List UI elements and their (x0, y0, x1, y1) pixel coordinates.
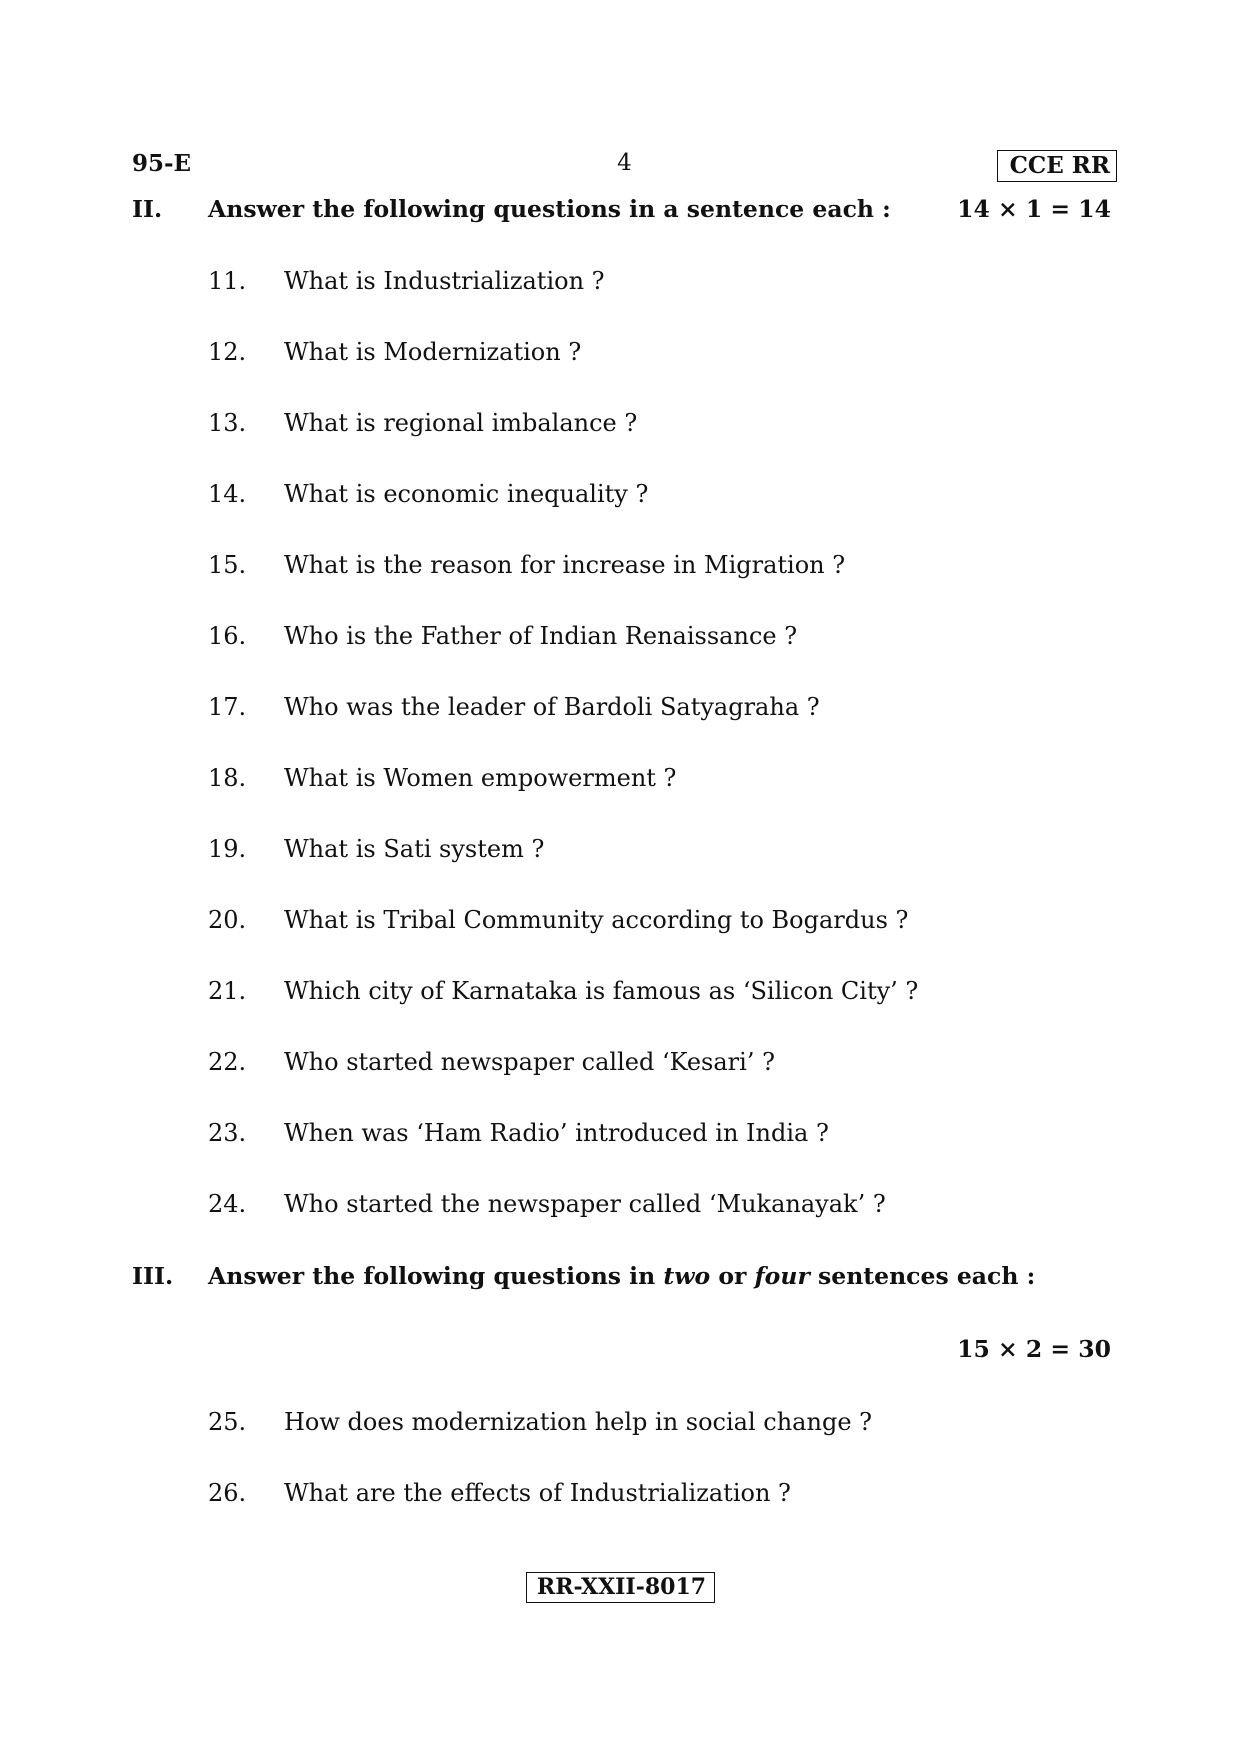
question-text: How does modernization help in social change ? (284, 1408, 873, 1436)
question-item (208, 1408, 872, 1436)
section-2-instruction: Answer the following questions in a sentence each : (208, 195, 891, 223)
instruction-emphasis: four (754, 1262, 810, 1290)
question-number: 19. (208, 835, 247, 863)
section-3-instruction (208, 1262, 1035, 1290)
question-text: What is Modernization ? (284, 338, 582, 366)
question-text: What is regional imbalance ? (284, 409, 638, 437)
instruction-text: sentences each : (809, 1262, 1036, 1290)
page-header (132, 150, 1117, 184)
question-number: 21. (208, 977, 247, 1005)
question-item (208, 906, 908, 934)
question-text: What is Tribal Community according to Bogardus ? (284, 906, 909, 934)
question-item (208, 1190, 886, 1218)
question-text: What is Sati system ? (284, 835, 545, 863)
question-number: 24. (208, 1190, 247, 1218)
question-number: 25. (208, 1408, 247, 1436)
question-item (208, 977, 918, 1005)
question-number: 26. (208, 1479, 247, 1507)
question-number: 14. (208, 480, 247, 508)
instruction-emphasis: two (663, 1262, 711, 1290)
question-item (208, 1119, 829, 1147)
page-number: 4 (617, 150, 632, 176)
section-3-number: III. (132, 1262, 174, 1290)
question-item (208, 764, 676, 792)
section-2-number: II. (132, 195, 163, 223)
question-item (208, 693, 820, 721)
question-item (208, 1479, 791, 1507)
instruction-text: or (710, 1262, 755, 1290)
scheme-code-box: CCE RR (997, 150, 1117, 182)
question-text: What is Women empowerment ? (284, 764, 677, 792)
question-number: 23. (208, 1119, 247, 1147)
question-number: 16. (208, 622, 247, 650)
question-item (208, 835, 544, 863)
question-number: 18. (208, 764, 247, 792)
question-number: 11. (208, 267, 247, 295)
question-text: Which city of Karnataka is famous as ‘Silicon City’ ? (284, 977, 919, 1005)
question-text: Who is the Father of Indian Renaissance ? (284, 622, 798, 650)
question-text: Who was the leader of Bardoli Satyagraha ? (284, 693, 820, 721)
question-item (208, 409, 637, 437)
section-3-marks: 15 × 2 = 30 (957, 1335, 1111, 1363)
question-number: 22. (208, 1048, 247, 1076)
instruction-text: Answer the following questions in (208, 1262, 664, 1290)
question-item (208, 622, 797, 650)
question-item (208, 338, 581, 366)
question-number: 13. (208, 409, 247, 437)
question-item (208, 1048, 775, 1076)
question-text: What is Industrialization ? (284, 267, 605, 295)
question-text: Who started the newspaper called ‘Mukanayak’ ? (284, 1190, 886, 1218)
question-text: What is the reason for increase in Migration ? (284, 551, 846, 579)
question-number: 12. (208, 338, 247, 366)
question-text: Who started newspaper called ‘Kesari’ ? (284, 1048, 775, 1076)
question-text: What are the effects of Industrialization ? (284, 1479, 791, 1507)
paper-code: 95-E (132, 150, 192, 177)
question-number: 20. (208, 906, 247, 934)
question-text: When was ‘Ham Radio’ introduced in India ? (284, 1119, 829, 1147)
page-footer (0, 1572, 1241, 1603)
question-item (208, 267, 605, 295)
question-item (208, 551, 845, 579)
question-text: What is economic inequality ? (284, 480, 649, 508)
question-number: 15. (208, 551, 247, 579)
paper-serial-code: RR-XXII-8017 (526, 1572, 715, 1603)
question-number: 17. (208, 693, 247, 721)
question-item (208, 480, 648, 508)
section-2-marks: 14 × 1 = 14 (957, 195, 1111, 223)
